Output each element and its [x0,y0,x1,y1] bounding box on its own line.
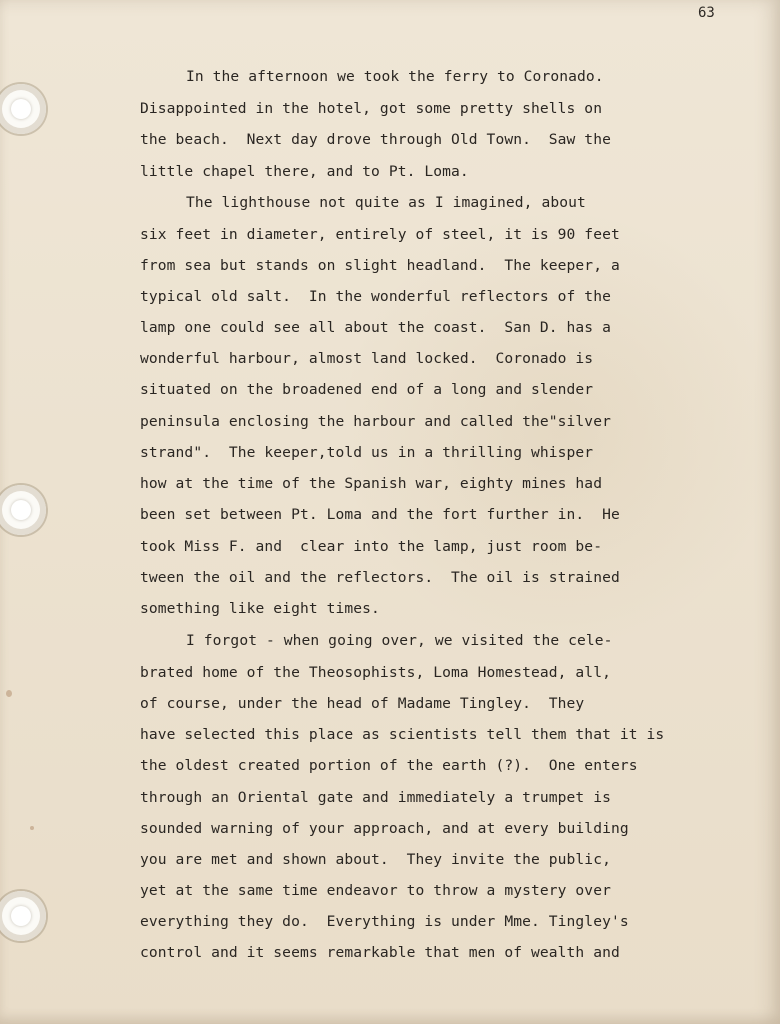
text-line: yet at the same time endeavor to throw a mystery over [140,882,611,899]
text-line: of course, under the head of Madame Tingley. They [140,695,585,712]
text-line: typical old salt. In the wonderful reflectors of the [140,288,611,305]
binder-hole-middle [0,485,46,535]
text-line: from sea but stands on slight headland. The keeper, a [140,257,620,274]
text-line: The lighthouse not quite as I imagined, about [186,194,586,211]
text-line: the beach. Next day drove through Old Town. Saw the [140,131,611,148]
text-line: In the afternoon we took the ferry to Coronado. [186,68,604,85]
text-line: sounded warning of your approach, and at every building [140,820,629,837]
text-line: have selected this place as scientists tell them that it is [140,726,665,743]
text-line: been set between Pt. Loma and the fort further in. He [140,506,620,523]
text-line: Disappointed in the hotel, got some pretty shells on [140,100,603,117]
paper-stain [30,826,34,830]
text-line: brated home of the Theosophists, Loma Homestead, all, [140,664,611,681]
paper-stain [6,690,12,697]
text-line: through an Oriental gate and immediately a trumpet is [140,789,611,806]
text-line: peninsula enclosing the harbour and called the"silver [140,413,611,430]
text-line: everything they do. Everything is under Mme. Tingley's [140,913,629,930]
text-line: situated on the broadened end of a long and slender [140,381,594,398]
text-line: how at the time of the Spanish war, eighty mines had [140,475,603,492]
text-line: strand". The keeper,told us in a thrilling whisper [140,444,594,461]
binder-hole-bottom [0,891,46,941]
text-line: the oldest created portion of the earth (?). One enters [140,757,638,774]
text-line: six feet in diameter, entirely of steel, it is 90 feet [140,226,620,243]
text-line: something like eight times. [140,600,380,617]
text-line: lamp one could see all about the coast. San D. has a [140,319,611,336]
text-line: you are met and shown about. They invite the public, [140,851,611,868]
text-line: I forgot - when going over, we visited the cele- [186,632,613,649]
page-number: 63 [698,5,715,21]
text-line: wonderful harbour, almost land locked. Coronado is [140,350,594,367]
text-line: tween the oil and the reflectors. The oil is strained [140,569,620,586]
binder-hole-top [0,84,46,134]
text-line: control and it seems remarkable that men of wealth and [140,944,620,961]
text-line: took Miss F. and clear into the lamp, just room be- [140,538,603,555]
text-line: little chapel there, and to Pt. Loma. [140,163,469,180]
